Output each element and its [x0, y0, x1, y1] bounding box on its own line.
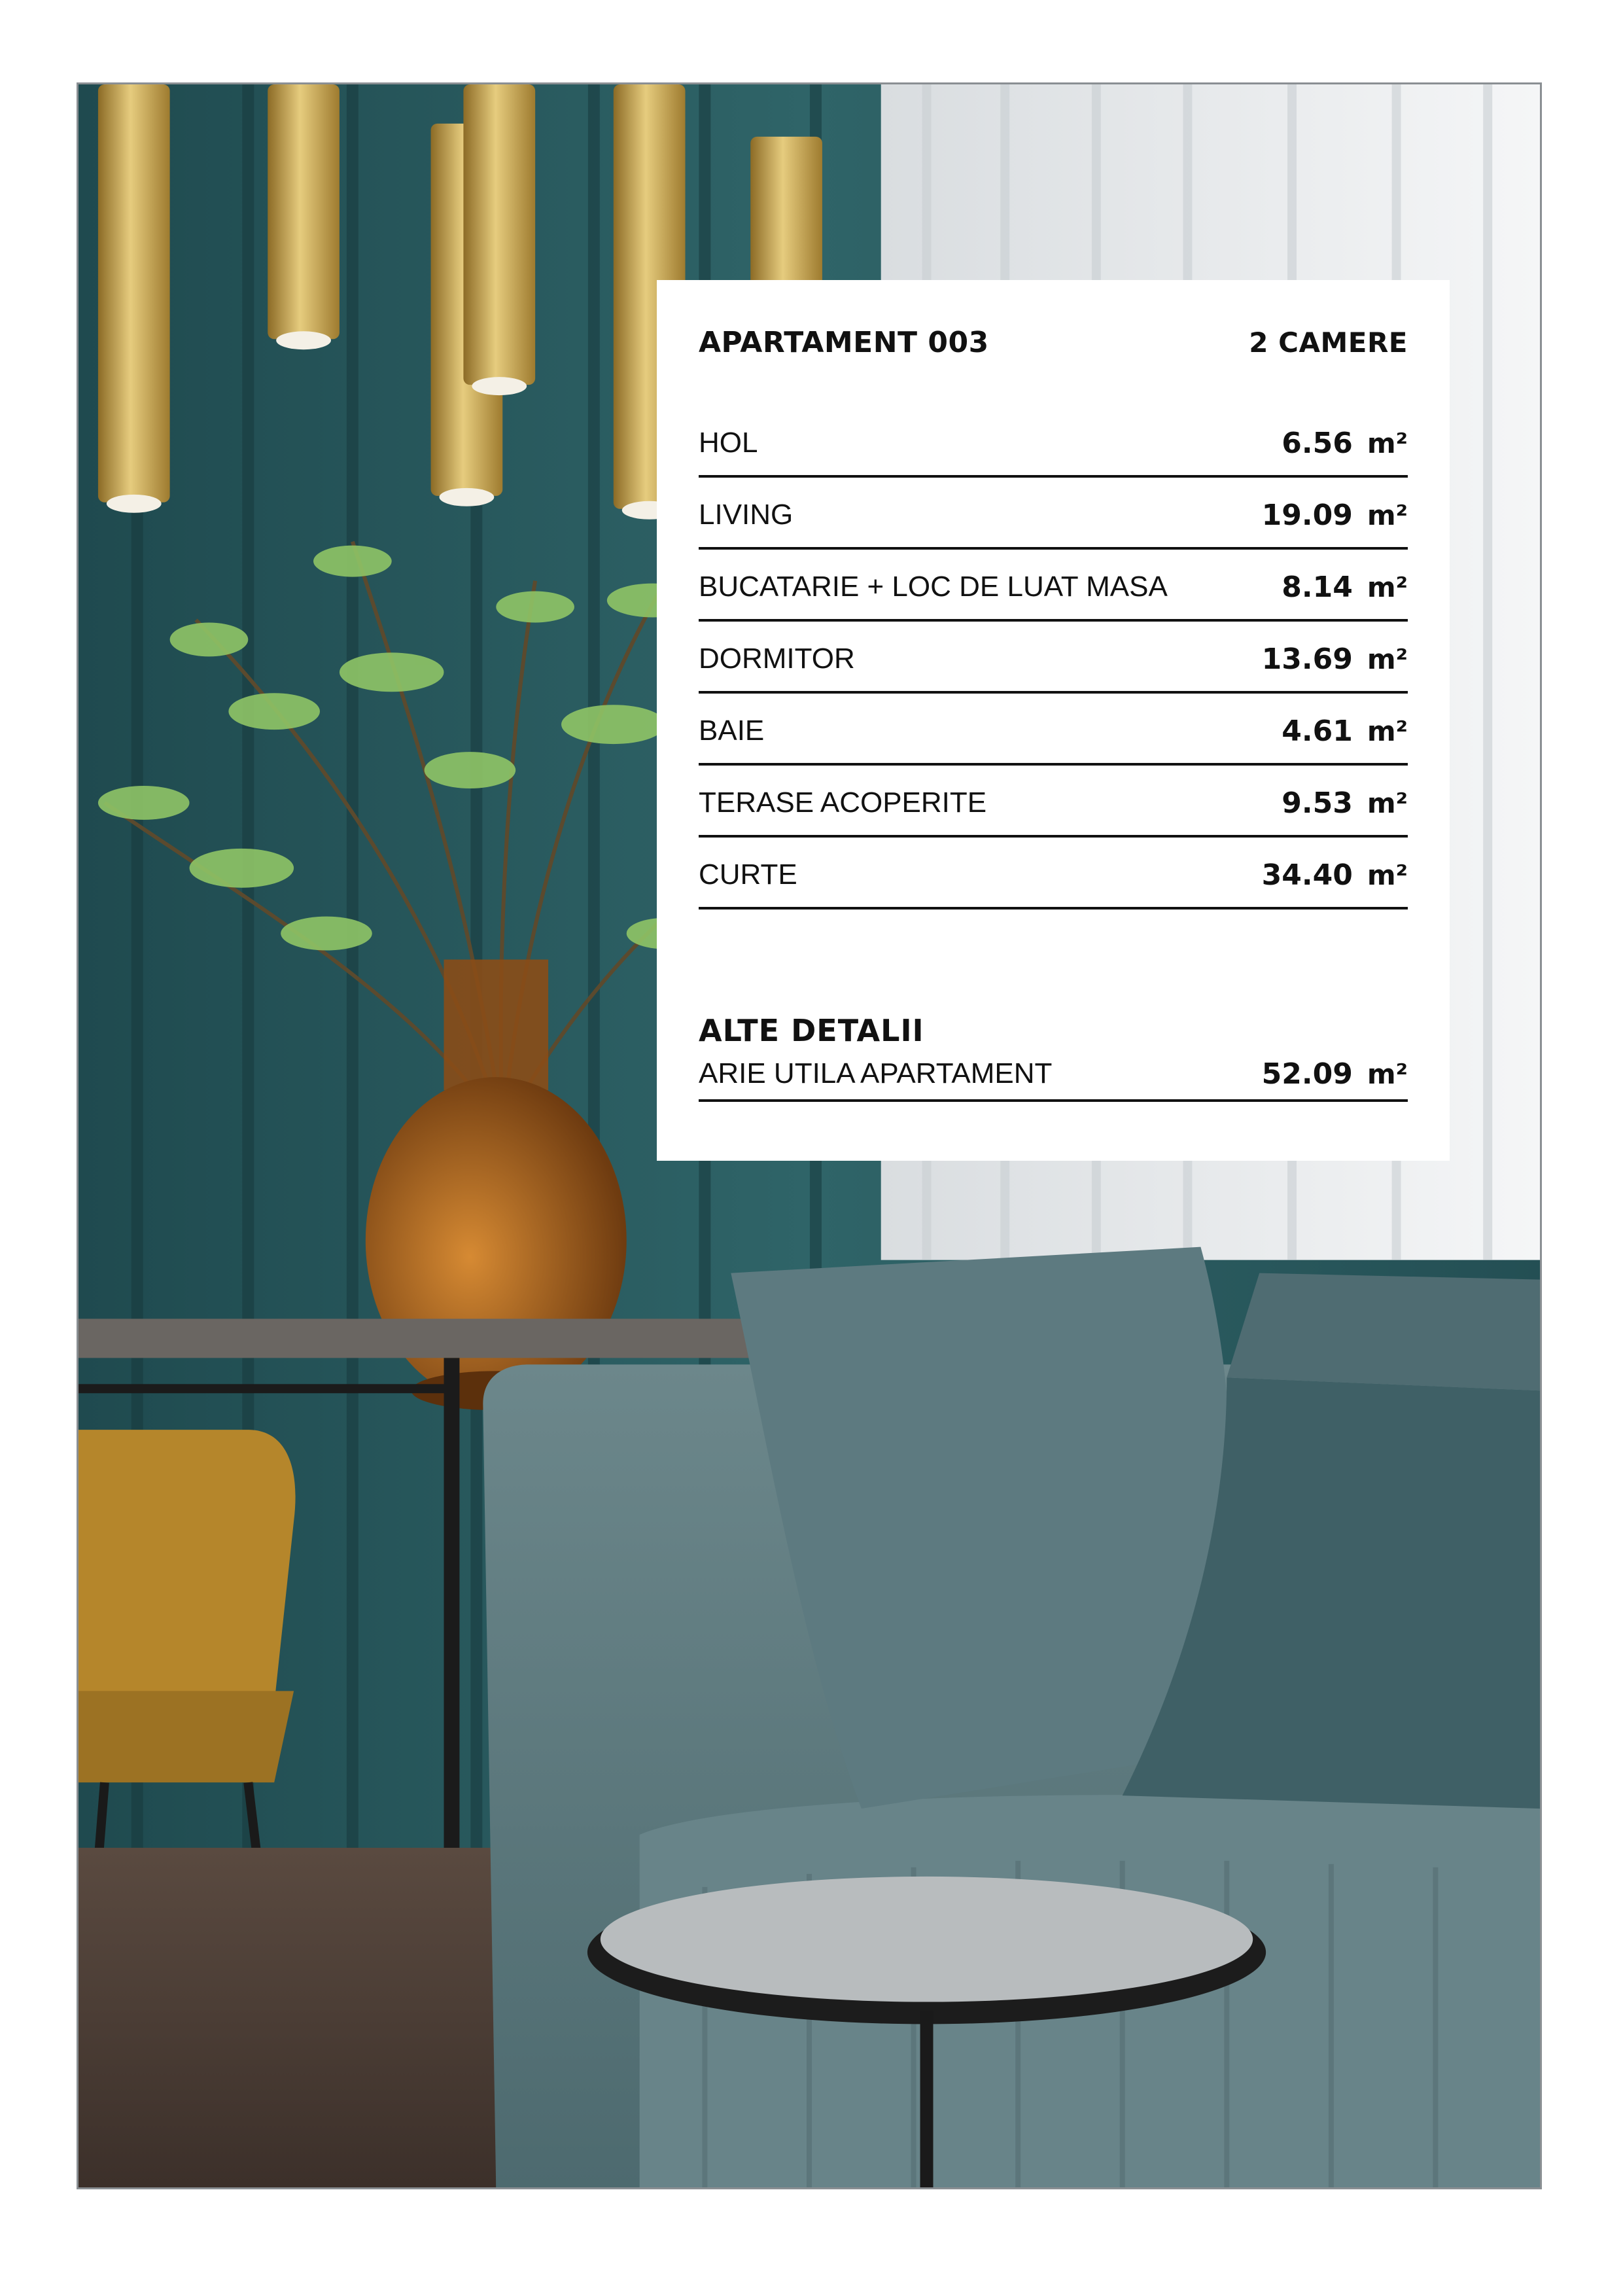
room-area — [1282, 786, 1408, 820]
detail-area-value: 52.09 — [1261, 1057, 1353, 1091]
room-area — [1262, 643, 1408, 676]
room-name: BAIE — [699, 715, 765, 747]
room-name: LIVING — [699, 499, 794, 531]
area-unit: m² — [1367, 499, 1408, 531]
card-header — [699, 326, 1408, 368]
apartment-info-card — [657, 280, 1450, 1161]
room-area — [1282, 427, 1408, 460]
dining-table-top — [79, 1318, 763, 1358]
detail-row — [699, 1048, 1408, 1102]
room-name: HOL — [699, 427, 758, 459]
apartment-title: APARTAMENT 003 — [699, 326, 989, 359]
room-row — [699, 838, 1408, 910]
room-area — [1262, 499, 1408, 532]
room-row — [699, 550, 1408, 622]
rooms-list — [699, 406, 1408, 910]
wooden-floor — [79, 1848, 496, 2187]
detail-name: ARIE UTILA APARTAMENT — [699, 1057, 1053, 1089]
room-row — [699, 622, 1408, 694]
area-unit: m² — [1367, 715, 1408, 747]
area-unit: m² — [1367, 858, 1408, 891]
room-name: CURTE — [699, 858, 797, 891]
rooms-count-label: 2 CAMERE — [1249, 327, 1408, 359]
room-area-value: 8.14 — [1282, 570, 1353, 604]
area-unit: m² — [1367, 571, 1408, 603]
room-name: TERASE ACOPERITE — [699, 786, 987, 819]
room-area — [1282, 715, 1408, 748]
room-row — [699, 406, 1408, 478]
room-area-value: 34.40 — [1261, 858, 1353, 892]
area-unit: m² — [1367, 1057, 1408, 1090]
room-area-value: 9.53 — [1282, 786, 1353, 820]
detail-area — [1262, 1057, 1408, 1091]
room-area-value: 13.69 — [1261, 642, 1353, 676]
room-area-value: 4.61 — [1282, 714, 1353, 748]
room-area-value: 6.56 — [1282, 426, 1353, 460]
room-name: BUCATARIE + LOC DE LUAT MASA — [699, 571, 1168, 603]
room-area — [1262, 858, 1408, 892]
room-row — [699, 478, 1408, 550]
details-section-title: ALTE DETALII — [699, 1013, 924, 1048]
area-unit: m² — [1367, 427, 1408, 459]
room-row — [699, 694, 1408, 766]
room-row — [699, 766, 1408, 838]
room-area — [1282, 571, 1408, 604]
area-unit: m² — [1367, 643, 1408, 675]
room-name: DORMITOR — [699, 643, 855, 675]
area-unit: m² — [1367, 786, 1408, 819]
room-area-value: 19.09 — [1261, 498, 1353, 532]
